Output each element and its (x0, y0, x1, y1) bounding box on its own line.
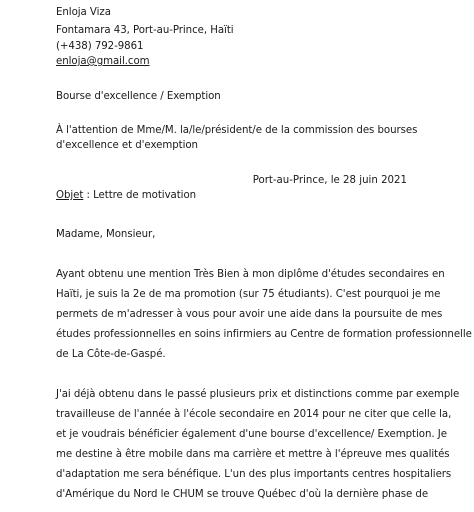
paragraph1-line: permets de m'adresser à vous pour avoir une aide dans la poursuite de mes (56, 309, 443, 320)
sender-name: Enloja Viza (56, 7, 111, 18)
paragraph2-line: d'adaptation me sera bénéfique. L'un des plus importants centres hospitaliers (56, 469, 452, 480)
paragraph1-line: Haïti, je suis la 2e de ma promotion (sur 75 étudiants). C'est pourquoi je me (56, 289, 441, 300)
paragraph1-line: de La Côte-de-Gaspé. (56, 349, 166, 360)
paragraph2-line: me destine à être mobile dans ma carrière et mettre à l'épreuve mes qualités (56, 449, 450, 460)
sender-phone: (+438) 792-9861 (56, 41, 144, 52)
paragraph2-line: et je voudrais bénéficier également d'une bourse d'excellence/ Exemption. Je (56, 429, 447, 440)
salutation: Madame, Monsieur, (56, 229, 156, 240)
paragraph2-line: J'ai déjà obtenu dans le passé plusieurs prix et distinctions comme par exemple (56, 389, 460, 400)
scholarship-subject: Bourse d'excellence / Exemption (56, 91, 221, 102)
paragraph1-line: études professionnelles en soins infirmiers au Centre de formation professionnelle (56, 329, 472, 340)
objet-text: : Lettre de motivation (83, 190, 197, 201)
sender-address: Fontamara 43, Port-au-Prince, Haïti (56, 25, 234, 36)
paragraph2-line: d'Amérique du Nord le CHUM se trouve Québec d'où la dernière phase de (56, 489, 429, 500)
paragraph2-line: travailleuse de l'année à l'école secondaire en 2014 pour ne citer que celle la, (56, 409, 452, 420)
recipient-line-2: d'excellence et d'exemption (56, 140, 198, 151)
recipient-line-1: À l'attention de Mme/M. la/le/président/e de la commission des bourses (56, 125, 418, 136)
objet-line (56, 189, 196, 202)
place-date: Port-au-Prince, le 28 juin 2021 (252, 175, 407, 186)
sender-email-link[interactable]: enloja@gmail.com (56, 56, 150, 67)
objet-label: Objet (56, 190, 84, 201)
paragraph1-line: Ayant obtenu une mention Très Bien à mon diplôme d'études secondaires en (56, 269, 445, 280)
